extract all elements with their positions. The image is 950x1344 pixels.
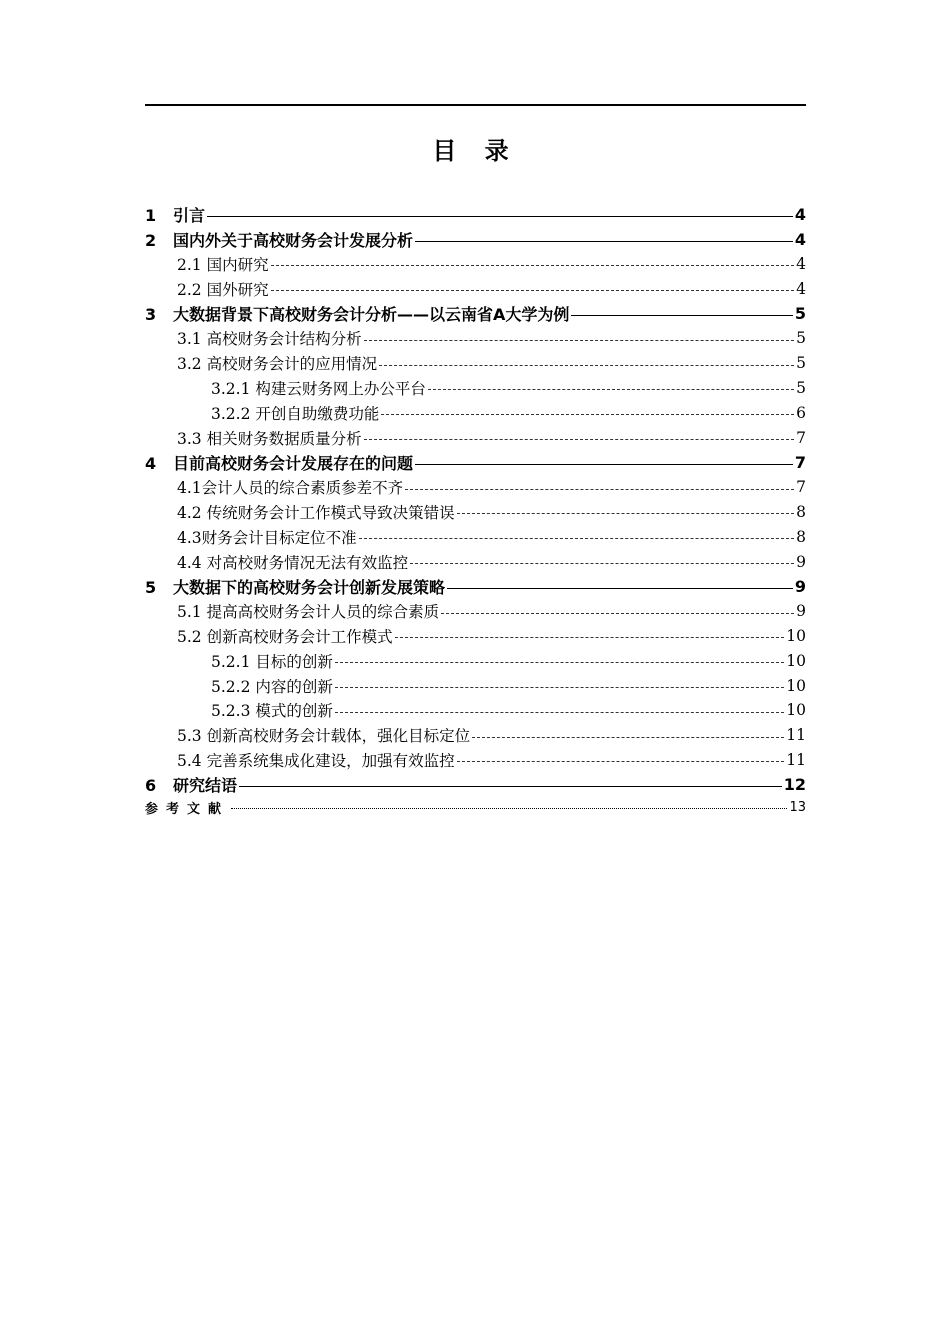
- toc-page-number: 12: [783, 775, 806, 795]
- toc-entry[interactable]: [145, 351, 806, 376]
- toc-entry-title: 4.2 传统财务会计工作模式导致决策错误: [177, 503, 455, 522]
- toc-leader: [381, 414, 794, 415]
- toc-page-number: 5: [794, 304, 806, 324]
- toc-leader: [379, 365, 794, 366]
- toc-page-number: 6: [796, 403, 806, 422]
- toc-entry-title: 4.1会计人员的综合素质参差不齐: [177, 479, 404, 498]
- toc-entry-title: 目前高校财务会计发展存在的问题: [173, 453, 414, 473]
- toc-entry[interactable]: [145, 624, 806, 649]
- toc-leader: [457, 513, 795, 514]
- toc-entry-number: 3: [145, 305, 157, 325]
- toc-entry[interactable]: [145, 301, 806, 326]
- header-rule: [145, 104, 806, 106]
- toc-entry[interactable]: [145, 574, 806, 599]
- toc-entry-title: 5.4 完善系统集成化建设，加强有效监控: [177, 751, 455, 770]
- toc-leader: [364, 439, 795, 440]
- toc-entry-title: 5.2.3 模式的创新: [211, 702, 333, 721]
- toc-entry-title: 4.3财务会计目标定位不准: [177, 528, 357, 547]
- toc-page-number: 5: [796, 378, 806, 397]
- toc-entry-title: 大数据背景下高校财务会计分析——以云南省A大学为例: [173, 305, 570, 325]
- toc-entry-references[interactable]: [145, 797, 806, 817]
- toc-entry[interactable]: [145, 723, 806, 748]
- toc-entry[interactable]: [145, 772, 806, 797]
- toc-entry[interactable]: [145, 376, 806, 401]
- page-title: 目 录: [432, 137, 519, 165]
- toc-page-number: 9: [796, 602, 806, 621]
- toc-entry-title: 3.2.1 构建云财务网上办公平台: [211, 379, 426, 398]
- toc-entry-title: 5.2.2 内容的创新: [211, 677, 333, 696]
- toc-entry[interactable]: [145, 276, 806, 301]
- toc-entry-number: 6: [145, 776, 157, 796]
- toc-entry-title: 2.2 国外研究: [177, 280, 269, 299]
- toc-leader: [441, 613, 794, 614]
- toc-entry-title: 3.2 高校财务会计的应用情况: [177, 355, 378, 374]
- toc-entry[interactable]: [145, 202, 806, 227]
- toc-page-number: 4: [794, 204, 806, 224]
- toc-page-number: 4: [794, 229, 806, 249]
- toc-entry[interactable]: [145, 252, 806, 277]
- toc-leader: [271, 290, 795, 291]
- toc-page-number: 9: [796, 552, 806, 571]
- toc-leader: [415, 241, 793, 242]
- toc-page-number: 7: [796, 478, 806, 497]
- toc-entry[interactable]: [145, 524, 806, 549]
- toc-entry-title: 5.1 提高高校财务会计人员的综合素质: [177, 603, 440, 622]
- toc-entry[interactable]: [145, 475, 806, 500]
- toc-leader: [335, 662, 784, 663]
- toc-entry[interactable]: [145, 673, 806, 698]
- toc-entry-title: 参考文献: [145, 801, 230, 817]
- toc-entry[interactable]: [145, 450, 806, 475]
- toc-entry-title: 5.2 创新高校财务会计工作模式: [177, 627, 393, 646]
- table-of-contents: [145, 202, 806, 817]
- toc-entry[interactable]: [145, 698, 806, 723]
- toc-page-number: 13: [789, 799, 806, 815]
- toc-page-number: 5: [796, 354, 806, 373]
- toc-entry[interactable]: [145, 227, 806, 252]
- toc-entry-title: 3.2.2 开创自助缴费功能: [211, 404, 380, 423]
- toc-entry[interactable]: [145, 425, 806, 450]
- toc-leader: [359, 538, 794, 539]
- toc-entry-title: 5.2.1 目标的创新: [211, 652, 333, 671]
- toc-leader: [395, 637, 785, 638]
- toc-page-number: 11: [786, 726, 806, 745]
- toc-entry-number: 4: [145, 453, 157, 473]
- toc-leader: [364, 340, 795, 341]
- toc-leader: [239, 786, 782, 787]
- toc-leader: [405, 489, 794, 490]
- toc-page-number: 5: [796, 329, 806, 348]
- toc-leader: [447, 588, 793, 589]
- toc-leader: [415, 464, 793, 465]
- toc-entry[interactable]: [145, 500, 806, 525]
- toc-entry-title: 2.1 国内研究: [177, 255, 269, 274]
- toc-page-number: 8: [796, 502, 806, 521]
- toc-entry-number: 1: [145, 205, 157, 225]
- toc-entry-number: 2: [145, 230, 157, 250]
- toc-page-number: 4: [796, 254, 806, 273]
- toc-page-number: 8: [796, 527, 806, 546]
- toc-leader: [335, 687, 784, 688]
- toc-page-number: 10: [786, 626, 806, 645]
- toc-page-number: 10: [786, 701, 806, 720]
- toc-page-number: 10: [786, 676, 806, 695]
- toc-leader: [571, 315, 792, 316]
- toc-leader: [335, 712, 784, 713]
- toc-page-number: 7: [794, 452, 806, 472]
- toc-entry-title: 3.3 相关财务数据质量分析: [177, 429, 362, 448]
- toc-entry[interactable]: [145, 599, 806, 624]
- toc-entry[interactable]: [145, 549, 806, 574]
- toc-page-number: 4: [796, 279, 806, 298]
- toc-leader: [231, 808, 787, 809]
- toc-entry-title: 5.3 创新高校财务会计载体，强化目标定位: [177, 727, 471, 746]
- toc-entry[interactable]: [145, 400, 806, 425]
- toc-entry[interactable]: [145, 326, 806, 351]
- toc-leader: [428, 389, 794, 390]
- toc-page-number: 9: [794, 576, 806, 596]
- toc-page-number: 11: [786, 750, 806, 769]
- toc-page-number: 7: [796, 428, 806, 447]
- toc-leader: [457, 761, 785, 762]
- toc-entry-title: 研究结语: [173, 776, 238, 796]
- toc-entry-title: 国内外关于高校财务会计发展分析: [173, 230, 414, 250]
- toc-entry-title: 引言: [173, 205, 206, 225]
- toc-leader: [410, 563, 794, 564]
- toc-entry-title: 4.4 对高校财务情况无法有效监控: [177, 553, 409, 572]
- toc-entry[interactable]: [145, 748, 806, 773]
- toc-entry-number: 5: [145, 577, 157, 597]
- toc-leader: [271, 265, 795, 266]
- toc-entry-title: 大数据下的高校财务会计创新发展策略: [173, 577, 446, 597]
- toc-leader: [472, 737, 784, 738]
- toc-leader: [207, 216, 793, 217]
- toc-entry-title: 3.1 高校财务会计结构分析: [177, 330, 362, 349]
- toc-entry[interactable]: [145, 648, 806, 673]
- toc-page-number: 10: [786, 651, 806, 670]
